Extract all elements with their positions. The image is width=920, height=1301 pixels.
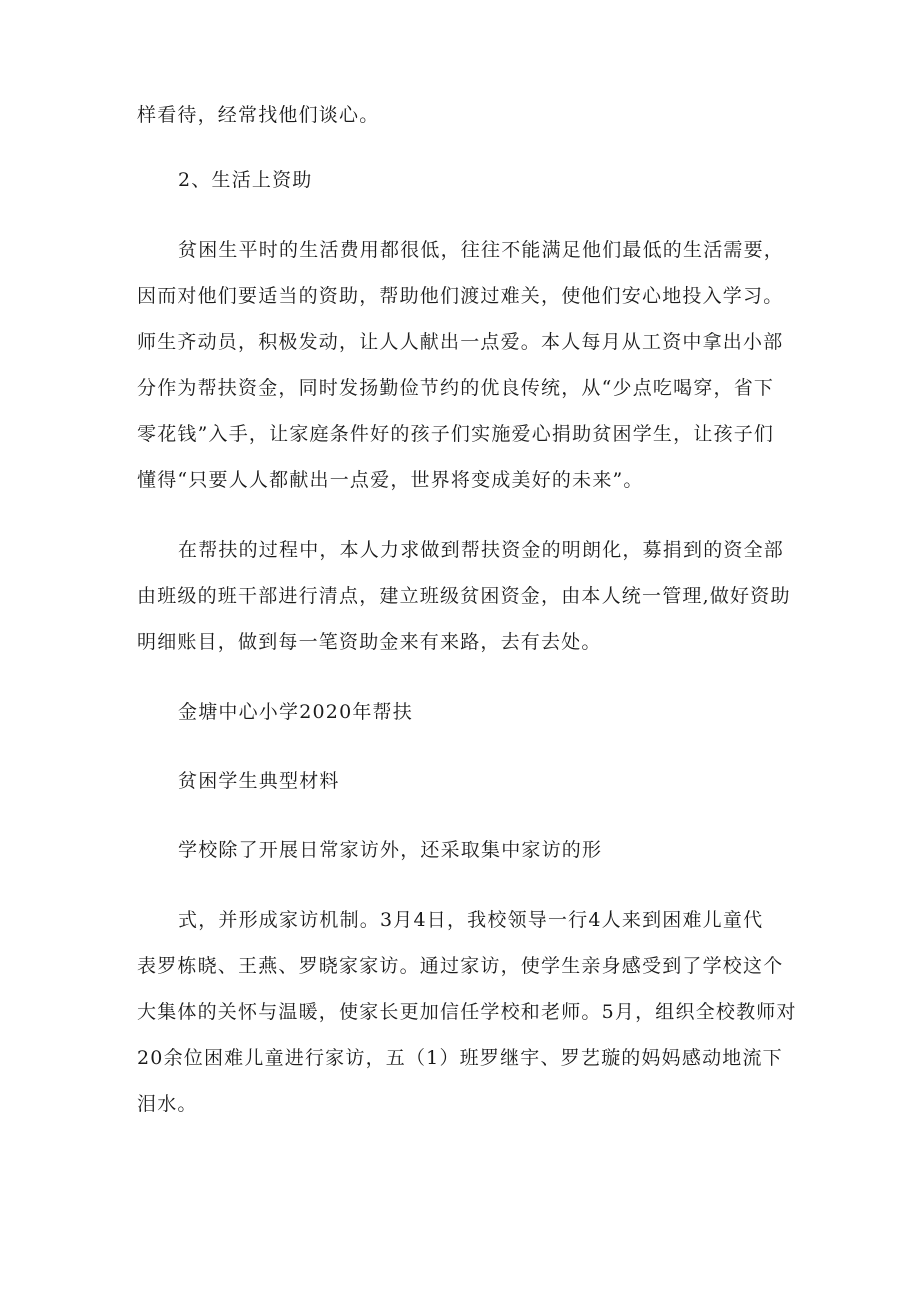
text-line: 懂得“只要人人都献出一点爱，世界将变成美好的未来”。	[137, 469, 644, 491]
text-line: 样看待，经常找他们谈心。	[137, 104, 380, 126]
text-line: 20余位困难儿童进行家访，五（1）班罗继宇、罗艺璇的妈妈感动地流下	[137, 1047, 783, 1069]
text-line: 式，并形成家访机制。3月4日，我校领导一行4人来到困难儿童代	[178, 909, 764, 931]
text-line: 大集体的关怀与温暖，使家长更加信任学校和老师。5月，组织全校教师对	[137, 1001, 797, 1023]
section-heading: 2、生活上资助	[178, 169, 313, 191]
text-line: 零花钱”入手，让家庭条件好的孩子们实施爱心捐助贫困学生，让孩子们	[137, 423, 775, 445]
text-line: 由班级的班干部进行清点，建立班级贫困资金，由本人统一管理,做好资助	[137, 585, 791, 607]
text-line: 学校除了开展日常家访外，还采取集中家访的形	[178, 839, 603, 861]
text-line: 明细账目，做到每一笔资助金来有来路，去有去处。	[137, 631, 602, 653]
heading-line: 贫困学生典型材料	[178, 770, 340, 792]
text-line: 表罗栋晓、王燕、罗晓家家访。通过家访，使学生亲身感受到了学校这个	[137, 955, 784, 977]
text-line: 贫困生平时的生活费用都很低，往往不能满足他们最低的生活需要，	[178, 239, 785, 261]
text-line: 师生齐动员，积极发动，让人人献出一点爱。本人每月从工资中拿出小部	[137, 331, 784, 353]
text-line: 在帮扶的过程中，本人力求做到帮扶资金的明朗化，募捐到的资全部	[178, 539, 785, 561]
text-line: 泪水。	[137, 1093, 198, 1115]
text-line: 因而对他们要适当的资助，帮助他们渡过难关，使他们安心地投入学习。	[137, 285, 784, 307]
heading-line: 金塘中心小学2020年帮扶	[178, 701, 413, 723]
text-line: 分作为帮扶资金，同时发扬勤俭节约的优良传统，从“少点吃喝穿，省下	[137, 377, 775, 399]
